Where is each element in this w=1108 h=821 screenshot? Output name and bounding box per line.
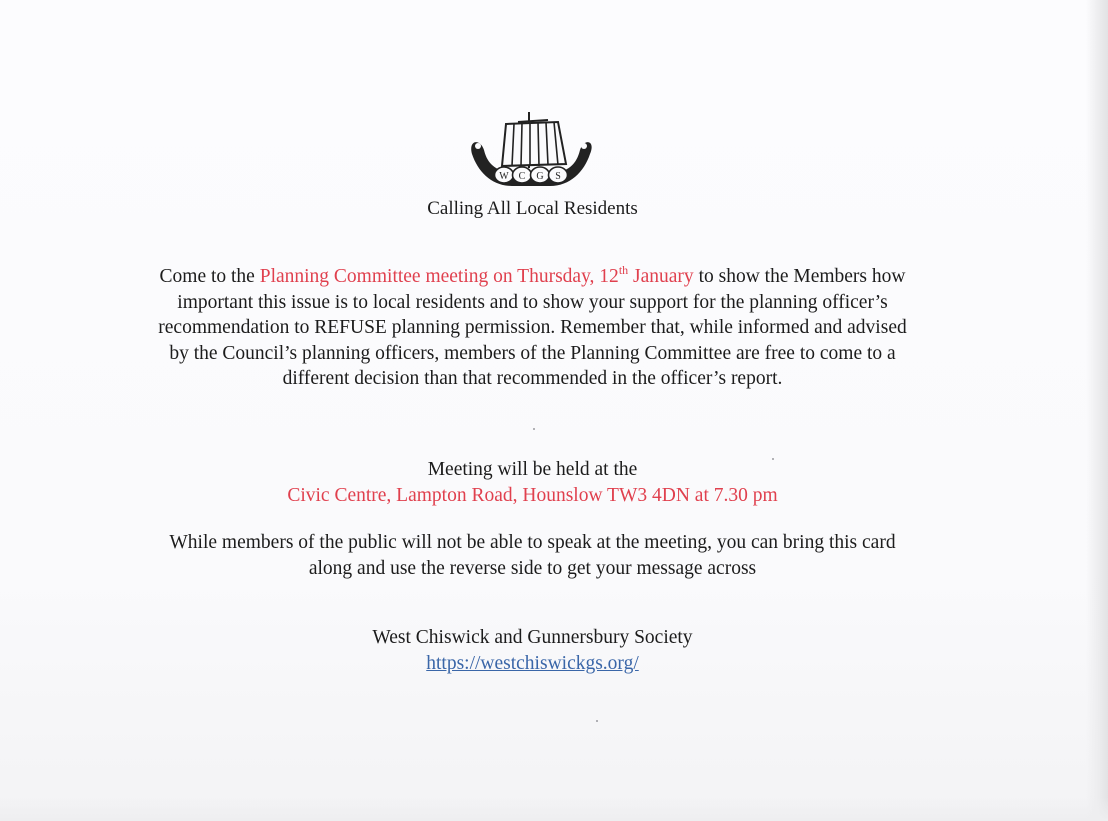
society-website-link[interactable]: https://westchiswickgs.org/: [426, 653, 639, 674]
meeting-date-text: Planning Committee meeting on Thursday, 12: [259, 266, 619, 287]
scan-speck: [772, 458, 774, 460]
scan-edge-shadow-right: [1086, 0, 1108, 821]
intro-body: to show the Members how important this issue is to local residents and to show your support for the planning officer’s recommendation to REFUSE planning permission. Remember that, while informed and advised by the Council’s planning officers, members of the Planning Committee are free to come to a different decision than that recommended in the officer’s report.: [158, 266, 907, 390]
scan-edge-shadow-bottom: [0, 797, 1108, 821]
svg-text:W: W: [499, 171, 509, 182]
page-heading: Calling All Local Residents: [427, 198, 638, 219]
svg-text:C: C: [518, 171, 526, 182]
intro-lead: Come to the: [159, 266, 260, 287]
intro-paragraph: [150, 264, 915, 392]
society-name: West Chiswick and Gunnersbury Society: [372, 627, 693, 648]
society-link-line: [150, 651, 915, 677]
scan-speck: [596, 720, 598, 722]
venue-lead: Meeting will be held at the: [427, 459, 638, 480]
svg-text:G: G: [536, 171, 544, 182]
svg-text:S: S: [555, 171, 561, 182]
venue-address: Civic Centre, Lampton Road, Hounslow TW3 4DN at 7.30 pm: [287, 485, 778, 506]
meeting-month-text: January: [628, 266, 694, 287]
meeting-date-highlight: [259, 262, 694, 287]
scan-speck: [533, 428, 535, 430]
public-note-paragraph: While members of the public will not be able to speak at the meeting, you can bring this card along and use the reverse side to get your message across: [169, 532, 896, 579]
date-ordinal-suffix: th: [618, 262, 629, 277]
society-logo-viking-ship: [466, 110, 596, 188]
